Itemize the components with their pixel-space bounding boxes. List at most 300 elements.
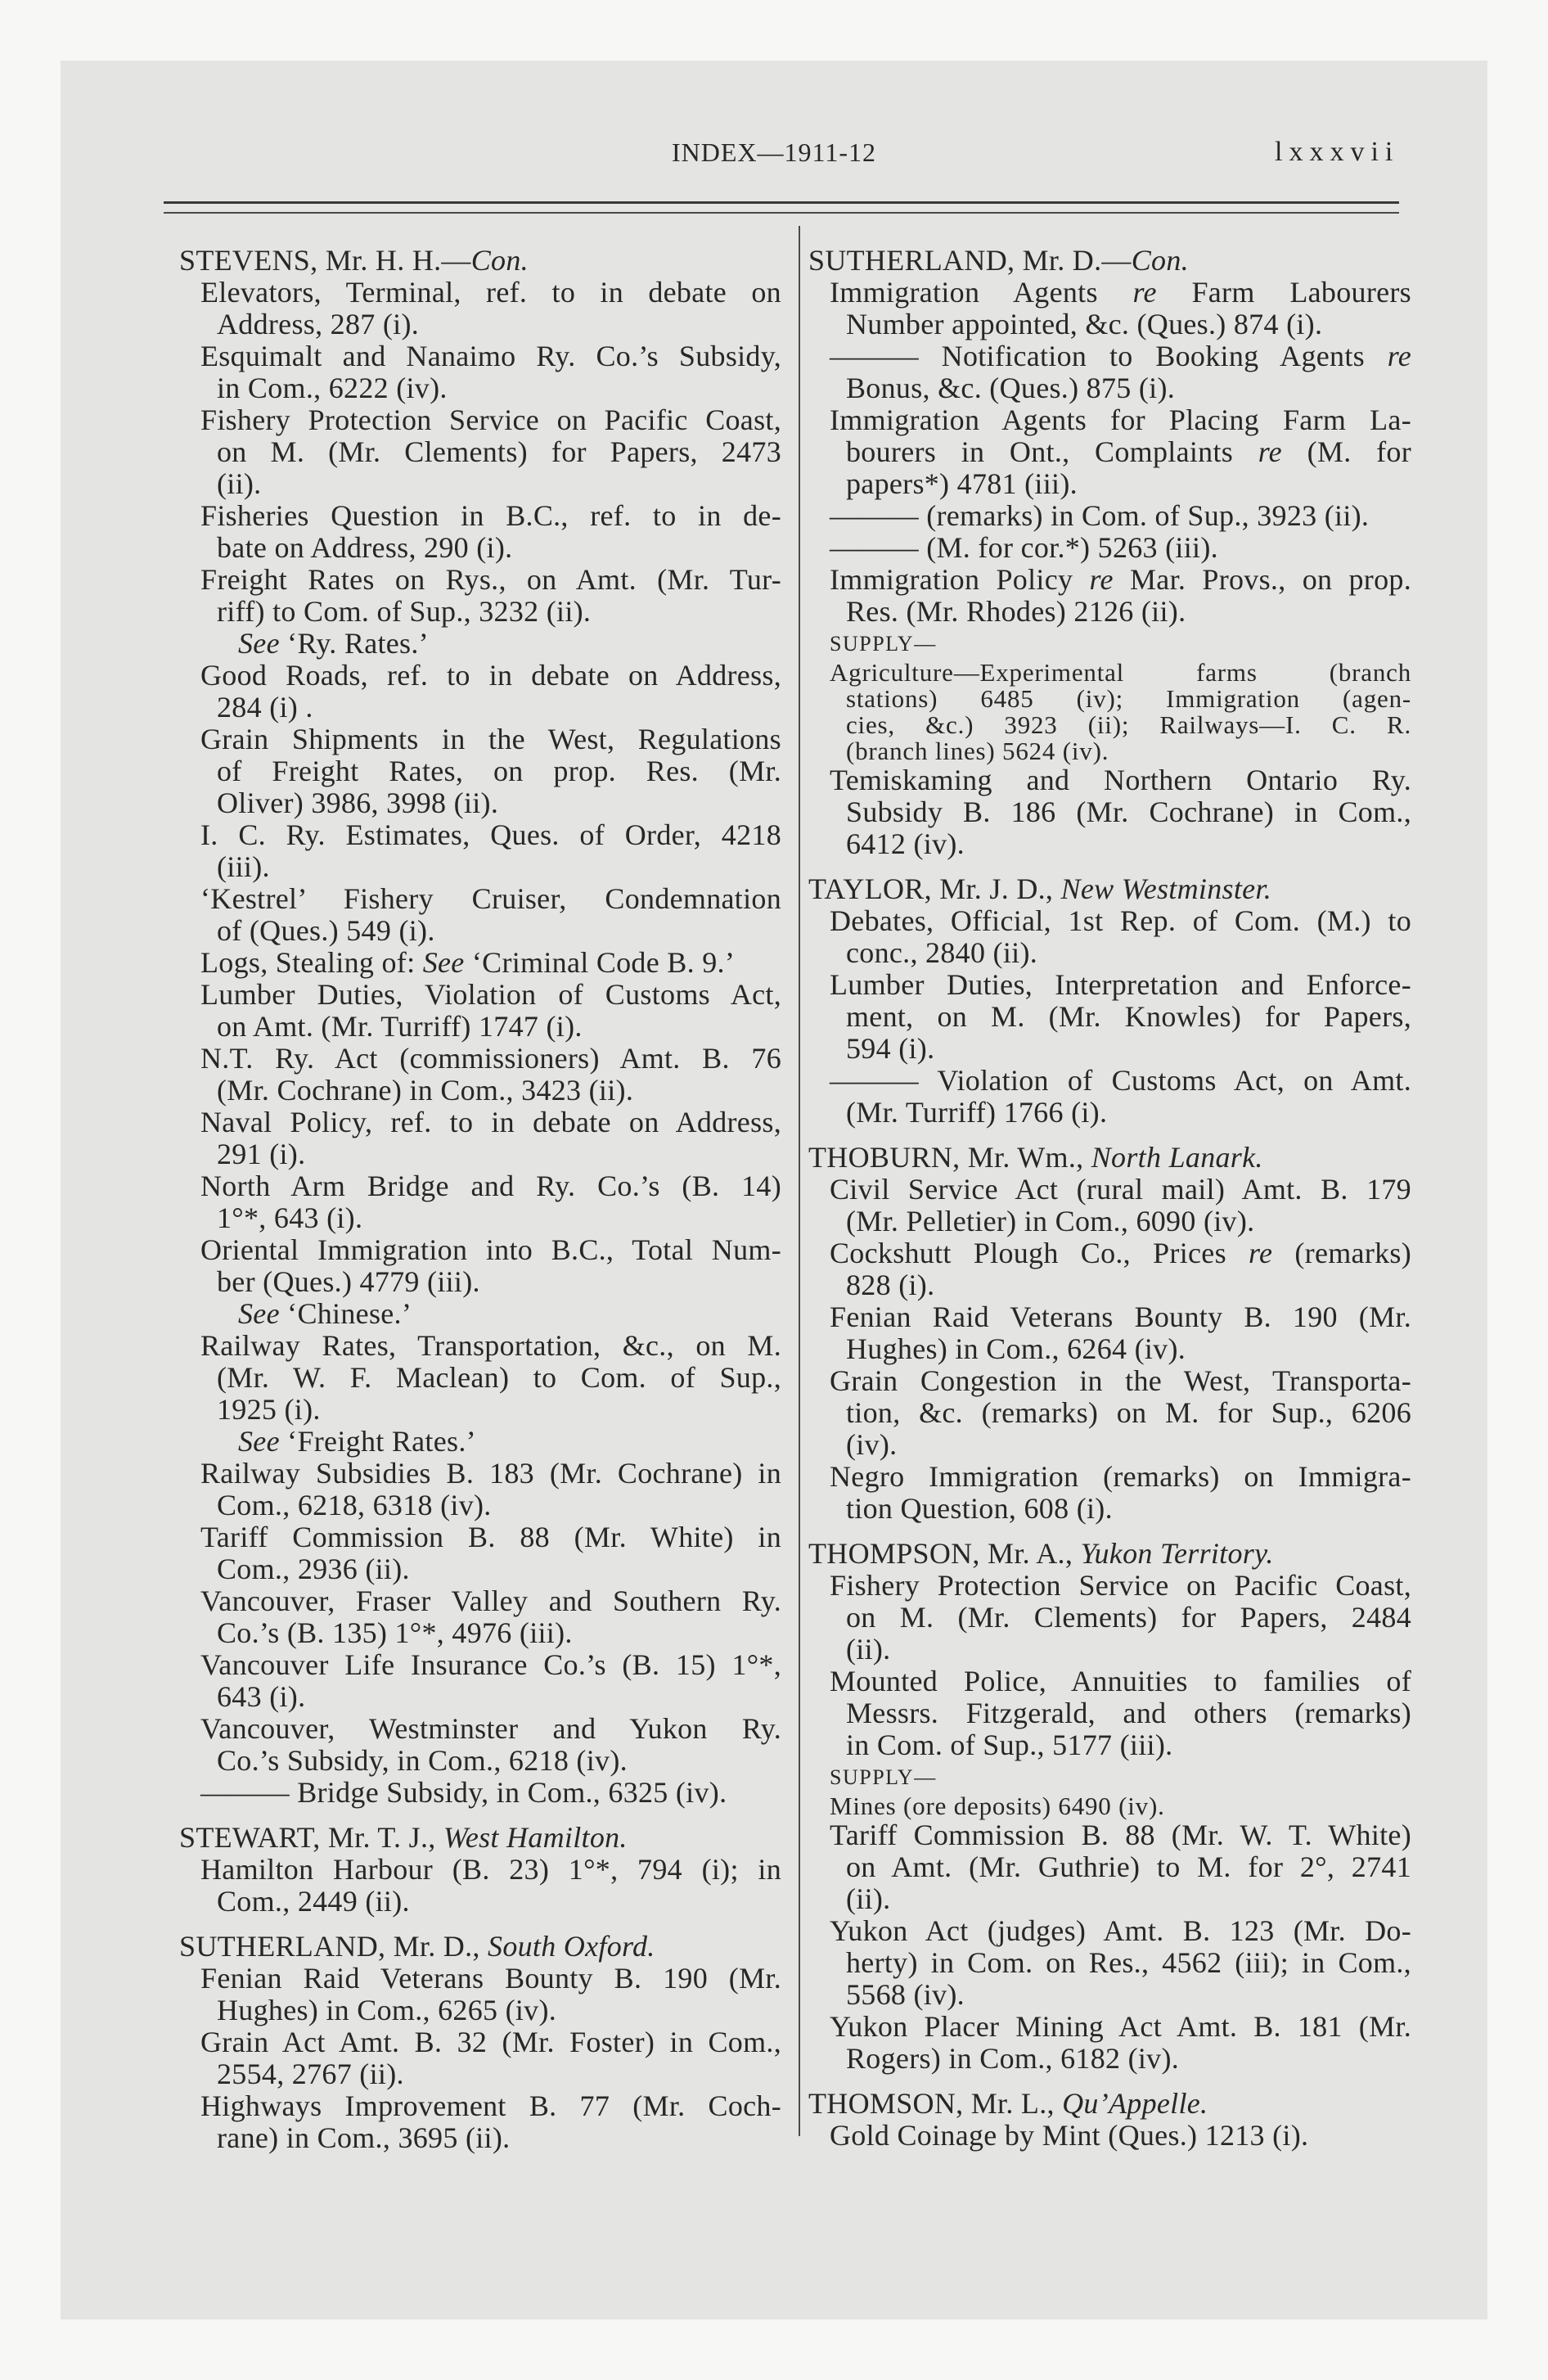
- entry-line: [808, 969, 1411, 1001]
- line-text: tion Question, 608 (i).: [846, 1492, 1113, 1525]
- line-text: (iii).: [217, 850, 270, 883]
- line-text: ‘Kestrel’ Fishery Cruiser, Condemnation: [200, 882, 781, 915]
- line-text: (Mr. Pelletier) in Com., 6090 (iv).: [846, 1205, 1255, 1237]
- line-text: Negro Immigration (remarks) on Immigra-: [830, 1460, 1411, 1493]
- index-entry: [808, 1461, 1411, 1525]
- entry-line: [808, 2120, 1411, 2152]
- italic-text: See: [422, 946, 465, 979]
- line-text: ber (Ques.) 4779 (iii).: [217, 1265, 480, 1298]
- index-entry: [179, 2090, 781, 2154]
- line-text: herty) in Com. on Res., 4562 (iii); in Com.,: [846, 1946, 1411, 1979]
- line-text: 6412 (iv).: [846, 827, 965, 860]
- index-entry: [179, 723, 781, 819]
- line-text: 5568 (iv).: [846, 1978, 965, 2011]
- line-text: (Mr. Turriff) 1766 (i).: [846, 1096, 1108, 1129]
- entry-line: [808, 1666, 1411, 1697]
- line-text: cies, &c.) 3923 (ii); Railways—I. C. R.: [846, 710, 1411, 739]
- line-text: Fenian Raid Veterans Bounty B. 190 (Mr.: [200, 1962, 781, 1995]
- index-entry: [179, 883, 781, 947]
- index-entry: [179, 947, 781, 979]
- line-text: 291 (i).: [217, 1138, 306, 1170]
- entry-line: [179, 1995, 781, 2026]
- line-text: Tariff Commission B. 88 (Mr. White) in: [200, 1521, 781, 1553]
- entry-line: [179, 915, 781, 947]
- entry-line: [179, 979, 781, 1011]
- line-text: Immigration Agents for Placing Farm La-: [830, 403, 1411, 436]
- italic-text: Con.: [470, 244, 529, 277]
- index-entry: [179, 1170, 781, 1234]
- line-text: Com., 2449 (ii).: [217, 1885, 410, 1918]
- entry-line: [808, 1033, 1411, 1065]
- supply-entry-line: [808, 686, 1411, 712]
- line-text: STEVENS, Mr. H. H.—: [179, 244, 471, 277]
- entry-line: [808, 468, 1411, 500]
- index-entry: [179, 1107, 781, 1170]
- line-text: Good Roads, ref. to in debate on Address,: [200, 659, 781, 692]
- line-text: ‘Ry. Rates.’: [279, 627, 429, 660]
- entry-line: [179, 1963, 781, 1995]
- entry-line: [808, 596, 1411, 628]
- entry-line: [179, 1585, 781, 1617]
- entry-line: [808, 532, 1411, 564]
- entry-line: [808, 1851, 1411, 1883]
- index-heading: [179, 1931, 781, 1963]
- entry-line: [179, 819, 781, 851]
- line-text: ‘Chinese.’: [279, 1297, 412, 1330]
- index-entry: [808, 1174, 1411, 1237]
- index-entry: [808, 500, 1411, 532]
- index-entry: [808, 1570, 1411, 1666]
- index-entry: [808, 340, 1411, 404]
- index-entry: [179, 340, 781, 404]
- line-text: riff) to Com. of Sup., 3232 (ii).: [217, 595, 592, 628]
- line-text: Vancouver, Fraser Valley and Southern Ry.: [200, 1584, 781, 1617]
- index-entry: [808, 764, 1411, 860]
- entry-line: [808, 1429, 1411, 1461]
- entry-line: [808, 764, 1411, 796]
- line-text: 828 (i).: [846, 1269, 935, 1301]
- entry-line: [179, 1362, 781, 1394]
- line-text: SUTHERLAND, Mr. D.,: [179, 1930, 488, 1963]
- italic-text: South Oxford.: [488, 1930, 655, 1963]
- index-entry: [808, 1301, 1411, 1365]
- index-group: [808, 245, 1411, 860]
- line-text: Farm Labourers: [1156, 276, 1411, 309]
- line-text: ‘Freight Rates.’: [279, 1425, 476, 1458]
- entry-line: [179, 1777, 781, 1809]
- line-text: Freight Rates on Rys., on Amt. (Mr. Tur-: [200, 563, 781, 596]
- index-entry: [808, 404, 1411, 500]
- line-text: ‘Criminal Code B. 9.’: [464, 946, 736, 979]
- entry-line: [808, 564, 1411, 596]
- line-text: Vancouver, Westminster and Yukon Ry.: [200, 1712, 781, 1745]
- line-text: tion, &c. (remarks) on M. for Sup., 6206: [846, 1396, 1411, 1429]
- entry-line: [179, 1138, 781, 1170]
- line-text: 594 (i).: [846, 1032, 935, 1065]
- entry-line: [808, 1947, 1411, 1979]
- line-text: on M. (Mr. Clements) for Papers, 2473: [217, 435, 781, 468]
- entry-line: [808, 500, 1411, 532]
- supply-label-text: SUPPLY—: [830, 1765, 937, 1789]
- index-entry: [179, 1234, 781, 1298]
- index-entry: [808, 1915, 1411, 2011]
- index-entry: [808, 1065, 1411, 1129]
- line-text: Esquimalt and Nanaimo Ry. Co.’s Subsidy,: [200, 340, 781, 372]
- entry-line: [179, 723, 781, 755]
- italic-text: re: [1258, 435, 1282, 468]
- entry-line: [808, 1206, 1411, 1237]
- index-group: [179, 1822, 781, 1918]
- line-text: papers*) 4781 (iii).: [846, 467, 1078, 500]
- entry-line: [179, 1490, 781, 1521]
- line-text: of (Ques.) 549 (i).: [217, 914, 435, 947]
- entry-line: [808, 1365, 1411, 1397]
- italic-text: New Westminster.: [1060, 872, 1272, 905]
- line-text: Co.’s Subsidy, in Com., 6218 (iv).: [217, 1744, 628, 1777]
- index-column-left: [179, 245, 781, 2154]
- line-text: Subsidy B. 186 (Mr. Cochrane) in Com.,: [846, 796, 1411, 828]
- entry-line: [808, 436, 1411, 468]
- italic-text: See: [238, 1425, 280, 1458]
- entry-line: [808, 1237, 1411, 1269]
- index-entry: [808, 2120, 1411, 2152]
- entry-line: [808, 1397, 1411, 1429]
- italic-text: re: [1387, 340, 1411, 372]
- index-entry: [179, 2026, 781, 2090]
- entry-line: [808, 372, 1411, 404]
- index-heading: [179, 1822, 781, 1854]
- entry-line: [179, 692, 781, 723]
- line-text: Yukon Act (judges) Amt. B. 123 (Mr. Do-: [830, 1914, 1411, 1947]
- entry-line: [808, 340, 1411, 372]
- line-text: Hughes) in Com., 6265 (iv).: [217, 1994, 557, 2026]
- line-text: Elevators, Terminal, ref. to in debate on: [200, 276, 781, 309]
- supply-label: [808, 1761, 1411, 1793]
- italic-text: Yukon Territory.: [1080, 1537, 1274, 1570]
- line-text: STEWART, Mr. T. J.,: [179, 1821, 443, 1854]
- entry-line: [179, 1649, 781, 1681]
- supply-entry-line: [808, 1793, 1411, 1819]
- index-entry: [179, 1330, 781, 1426]
- line-text: SUTHERLAND, Mr. D.—: [808, 244, 1132, 277]
- entry-line: [179, 277, 781, 309]
- index-entry: [179, 564, 781, 628]
- entry-line: [179, 404, 781, 436]
- line-text: Fenian Raid Veterans Bounty B. 190 (Mr.: [830, 1300, 1411, 1333]
- entry-line: [808, 1001, 1411, 1033]
- index-entry: [179, 1649, 781, 1713]
- line-text: (iv).: [846, 1428, 898, 1461]
- index-group: [808, 873, 1411, 1129]
- column-divider: [799, 226, 800, 2136]
- index-entry: [808, 969, 1411, 1065]
- line-text: Vancouver Life Insurance Co.’s (B. 15) 1°*,: [200, 1648, 781, 1681]
- line-text: THOBURN, Mr. Wm.,: [808, 1141, 1091, 1174]
- index-entry: [179, 1043, 781, 1107]
- italic-text: Qu’Appelle.: [1062, 2087, 1208, 2120]
- entry-line: [808, 1301, 1411, 1333]
- line-text: rane) in Com., 3695 (ii).: [217, 2121, 511, 2154]
- line-text: Cockshutt Plough Co., Prices: [830, 1237, 1249, 1269]
- entry-line: [179, 532, 781, 564]
- supply-entry-line: [808, 712, 1411, 738]
- line-text: Hughes) in Com., 6264 (iv).: [846, 1332, 1186, 1365]
- entry-line: [808, 828, 1411, 860]
- index-heading: [808, 873, 1411, 905]
- index-entry: [179, 277, 781, 340]
- entry-line: [808, 1602, 1411, 1634]
- index-entry: [179, 979, 781, 1043]
- entry-line: [808, 1883, 1411, 1915]
- entry-line: [179, 1043, 781, 1075]
- entry-line: [179, 340, 781, 372]
- index-group: [179, 1931, 781, 2154]
- line-text: Gold Coinage by Mint (Ques.) 1213 (i).: [830, 2119, 1309, 2152]
- line-text: Lumber Duties, Interpretation and Enforce-: [830, 968, 1411, 1001]
- header-rule-thick: [164, 201, 1399, 204]
- line-text: on Amt. (Mr. Turriff) 1747 (i).: [217, 1010, 583, 1043]
- line-text: Railway Subsidies B. 183 (Mr. Cochrane) in: [200, 1457, 781, 1490]
- line-text: ——— (M. for cor.*) 5263 (iii).: [830, 531, 1218, 564]
- index-entry: [808, 532, 1411, 564]
- entry-line: [179, 500, 781, 532]
- index-group: [808, 1538, 1411, 2075]
- line-text: Immigration Agents: [830, 276, 1133, 309]
- italic-text: Con.: [1131, 244, 1189, 277]
- index-entry: [179, 1521, 781, 1585]
- index-entry: [179, 500, 781, 564]
- page-number: lxxxvii: [1275, 137, 1400, 167]
- italic-text: See: [238, 627, 280, 660]
- entry-line: [808, 2043, 1411, 2075]
- supply-entry: [808, 1793, 1411, 1819]
- line-text: in Com., 6222 (iv).: [217, 372, 448, 404]
- entry-line: [808, 1915, 1411, 1947]
- line-text: Lumber Duties, Violation of Customs Act,: [200, 978, 781, 1011]
- entry-line: [179, 1458, 781, 1490]
- index-entry: [808, 1666, 1411, 1761]
- line-text: Grain Congestion in the West, Transporta-: [830, 1364, 1411, 1397]
- line-text: in Com. of Sup., 5177 (iii).: [846, 1729, 1173, 1761]
- index-entry: [808, 277, 1411, 340]
- line-text: I. C. Ry. Estimates, Ques. of Order, 4218: [200, 818, 781, 851]
- index-entry: [179, 404, 781, 500]
- index-heading: [179, 245, 781, 277]
- index-entry: [808, 1819, 1411, 1915]
- line-text: 1°*, 643 (i).: [217, 1201, 363, 1234]
- index-entry: [808, 2011, 1411, 2075]
- entry-line: [179, 1886, 781, 1918]
- line-text: (branch lines) 5624 (iv).: [846, 737, 1109, 765]
- line-text: (Mr. Cochrane) in Com., 3423 (ii).: [217, 1074, 634, 1107]
- line-text: N.T. Ry. Act (commissioners) Amt. B. 76: [200, 1042, 781, 1075]
- entry-line: [179, 1202, 781, 1234]
- entry-line: [808, 1979, 1411, 2011]
- cross-reference: [179, 1426, 781, 1458]
- line-text: on M. (Mr. Clements) for Papers, 2484: [846, 1601, 1411, 1634]
- entry-line: [179, 2122, 781, 2154]
- line-text: Agriculture—Experimental farms (branch: [830, 658, 1411, 687]
- line-text: Temiskaming and Northern Ontario Ry.: [830, 764, 1411, 796]
- italic-text: North Lanark.: [1091, 1141, 1263, 1174]
- index-entry: [179, 1585, 781, 1649]
- entry-line: [179, 468, 781, 500]
- entry-line: [179, 436, 781, 468]
- index-entry: [179, 660, 781, 723]
- index-heading: [808, 1538, 1411, 1570]
- line-text: Oliver) 3986, 3998 (ii).: [217, 787, 499, 819]
- line-text: (ii).: [846, 1633, 891, 1666]
- line-text: (ii).: [846, 1882, 891, 1915]
- line-text: (M. for: [1281, 435, 1412, 468]
- entry-line: [808, 1697, 1411, 1729]
- line-text: Res. (Mr. Rhodes) 2126 (ii).: [846, 595, 1186, 628]
- line-text: bate on Address, 290 (i).: [217, 531, 513, 564]
- cross-reference-line: [179, 628, 781, 660]
- line-text: 284 (i) .: [217, 691, 313, 723]
- index-entry: [808, 564, 1411, 628]
- entry-line: [179, 660, 781, 692]
- entry-line: [808, 309, 1411, 340]
- line-text: 643 (i).: [217, 1680, 306, 1713]
- line-text: 2554, 2767 (ii).: [217, 2058, 404, 2090]
- entry-line: [179, 1107, 781, 1138]
- entry-line: [808, 1269, 1411, 1301]
- entry-line: [179, 1521, 781, 1553]
- line-text: on Amt. (Mr. Guthrie) to M. for 2°, 2741: [846, 1850, 1411, 1883]
- supply-label: [808, 628, 1411, 660]
- index-group: [808, 2088, 1411, 2152]
- italic-text: re: [1089, 563, 1114, 596]
- entry-line: [808, 1729, 1411, 1761]
- entry-line: [808, 1570, 1411, 1602]
- italic-text: See: [238, 1297, 280, 1330]
- index-group: [179, 245, 781, 1809]
- line-text: Immigration Policy: [830, 563, 1090, 596]
- line-text: Address, 287 (i).: [217, 308, 420, 340]
- entry-line: [808, 1634, 1411, 1666]
- line-text: Grain Act Amt. B. 32 (Mr. Foster) in Com.,: [200, 2026, 781, 2058]
- index-entry: [179, 1458, 781, 1521]
- supply-entry: [808, 660, 1411, 764]
- line-text: Civil Service Act (rural mail) Amt. B. 179: [830, 1173, 1411, 1206]
- entry-line: [808, 1065, 1411, 1097]
- line-text: bourers in Ont., Complaints: [846, 435, 1258, 468]
- index-heading: [808, 2088, 1411, 2120]
- line-text: Logs, Stealing of:: [200, 946, 423, 979]
- line-text: Com., 2936 (ii).: [217, 1553, 410, 1585]
- entry-line: [808, 404, 1411, 436]
- line-text: ——— Notification to Booking Agents: [830, 340, 1388, 372]
- line-text: Rogers) in Com., 6182 (iv).: [846, 2042, 1180, 2075]
- cross-reference-line: [179, 1298, 781, 1330]
- line-text: (ii).: [217, 467, 262, 500]
- line-text: TAYLOR, Mr. J. D.,: [808, 872, 1061, 905]
- line-text: (remarks): [1272, 1237, 1412, 1269]
- entry-line: [179, 2058, 781, 2090]
- line-text: ——— Bridge Subsidy, in Com., 6325 (iv).: [200, 1776, 727, 1809]
- line-text: Bonus, &c. (Ques.) 875 (i).: [846, 372, 1176, 404]
- index-entry: [179, 1963, 781, 2026]
- supply-entry-line: [808, 738, 1411, 764]
- entry-line: [179, 309, 781, 340]
- entry-line: [808, 905, 1411, 937]
- cross-reference: [179, 1298, 781, 1330]
- supply-entry-line: [808, 660, 1411, 686]
- cross-reference: [179, 628, 781, 660]
- line-text: Naval Policy, ref. to in debate on Address,: [200, 1106, 781, 1138]
- index-entry: [808, 905, 1411, 969]
- line-text: ——— Violation of Customs Act, on Amt.: [830, 1064, 1411, 1097]
- supply-label-text: SUPPLY—: [830, 632, 937, 656]
- line-text: Co.’s (B. 135) 1°*, 4976 (iii).: [217, 1616, 573, 1649]
- line-text: Yukon Placer Mining Act Amt. B. 181 (Mr.: [830, 2010, 1411, 2043]
- line-text: 1925 (i).: [217, 1393, 321, 1426]
- line-text: conc., 2840 (ii).: [846, 936, 1038, 969]
- line-text: Mar. Provs., on prop.: [1113, 563, 1411, 596]
- entry-line: [179, 1681, 781, 1713]
- header-rule-thin: [164, 212, 1399, 214]
- line-text: Messrs. Fitzgerald, and others (remarks): [846, 1697, 1411, 1729]
- line-text: Fisheries Question in B.C., ref. to in de-: [200, 499, 781, 532]
- index-entry: [179, 819, 781, 883]
- index-column-right: [808, 245, 1411, 2152]
- index-entry: [179, 1713, 781, 1777]
- entry-line: [179, 1617, 781, 1649]
- line-text: Debates, Official, 1st Rep. of Com. (M.) to: [830, 904, 1411, 937]
- index-heading: [808, 245, 1411, 277]
- page-header-title: INDEX—1911-12: [672, 137, 876, 167]
- line-text: ment, on M. (Mr. Knowles) for Papers,: [846, 1000, 1411, 1033]
- entry-line: [179, 1745, 781, 1777]
- entry-line: [179, 1075, 781, 1107]
- entry-line: [179, 1854, 781, 1886]
- line-text: Hamilton Harbour (B. 23) 1°*, 794 (i); in: [200, 1853, 781, 1886]
- line-text: of Freight Rates, on prop. Res. (Mr.: [217, 755, 781, 787]
- index-entry: [808, 1237, 1411, 1301]
- entry-line: [808, 2011, 1411, 2043]
- line-text: Tariff Commission B. 88 (Mr. W. T. White): [830, 1819, 1411, 1851]
- entry-line: [179, 947, 781, 979]
- entry-line: [808, 1174, 1411, 1206]
- entry-line: [179, 851, 781, 883]
- line-text: North Arm Bridge and Ry. Co.’s (B. 14): [200, 1170, 781, 1202]
- line-text: Oriental Immigration into B.C., Total Num-: [200, 1233, 781, 1266]
- entry-line: [179, 1553, 781, 1585]
- line-text: Number appointed, &c. (Ques.) 874 (i).: [846, 308, 1323, 340]
- line-text: Mounted Police, Annuities to families of: [830, 1665, 1411, 1697]
- index-entry: [179, 1854, 781, 1918]
- entry-line: [808, 277, 1411, 309]
- italic-text: West Hamilton.: [443, 1821, 628, 1854]
- italic-text: re: [1132, 276, 1157, 309]
- line-text: THOMPSON, Mr. A.,: [808, 1537, 1081, 1570]
- entry-line: [179, 1011, 781, 1043]
- entry-line: [179, 787, 781, 819]
- entry-line: [179, 1330, 781, 1362]
- entry-line: [179, 1713, 781, 1745]
- line-text: Fishery Protection Service on Pacific Coast,: [830, 1569, 1411, 1602]
- entry-line: [179, 1394, 781, 1426]
- entry-line: [179, 2026, 781, 2058]
- entry-line: [808, 1461, 1411, 1493]
- entry-line: [179, 883, 781, 915]
- index-heading: [808, 1142, 1411, 1174]
- line-text: Fishery Protection Service on Pacific Coast,: [200, 403, 781, 436]
- line-text: Mines (ore deposits) 6490 (iv).: [830, 1792, 1165, 1820]
- index-entry: [808, 1365, 1411, 1461]
- entry-line: [179, 372, 781, 404]
